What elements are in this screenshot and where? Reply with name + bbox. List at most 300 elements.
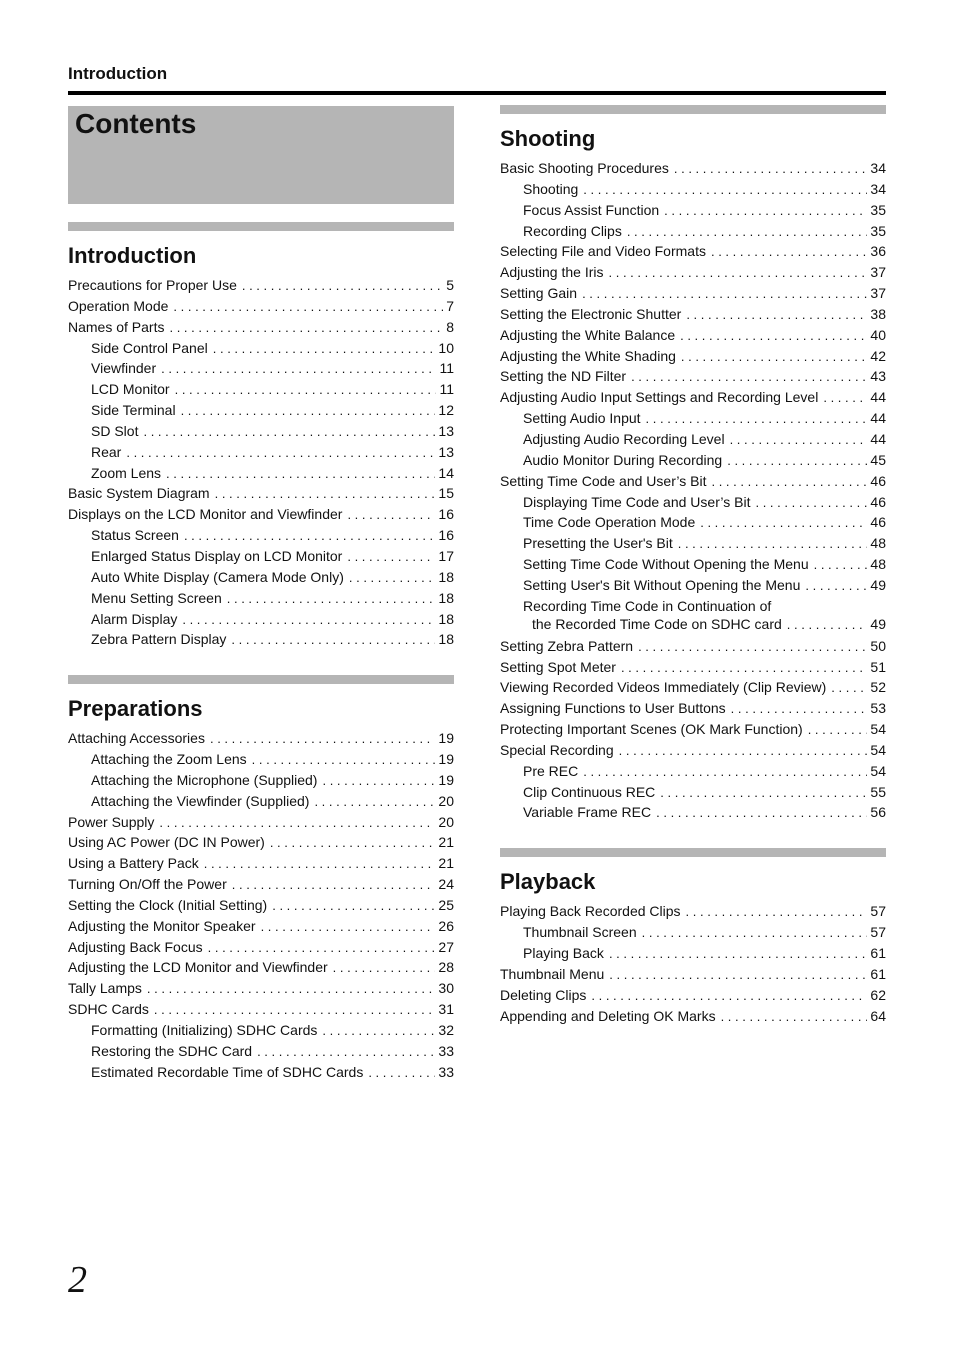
toc-entry-label: Attaching the Microphone (Supplied) [91,771,318,788]
toc-entry-label: Menu Setting Screen [91,589,222,606]
toc-entry-label: Zoom Lens [91,464,162,481]
toc-entry-page: 54 [870,721,886,738]
toc-entry-page: 13 [438,422,454,439]
toc-entry-label: Names of Parts [68,318,165,335]
toc-entry[interactable] [68,609,454,630]
toc-entry[interactable] [500,512,886,533]
dot-leader [731,699,868,720]
toc-entry-page: 37 [870,285,886,302]
dot-leader [674,159,868,180]
toc-entry[interactable] [68,567,454,588]
toc-entry-page: 17 [438,547,454,564]
toc-entry-page: 46 [870,472,886,489]
toc-entry[interactable] [500,554,886,575]
toc-entry-label: Clip Continuous REC [523,783,656,800]
toc-entry-label: SD Slot [91,422,139,439]
dot-leader [721,1007,868,1028]
toc-entry-page: 24 [438,876,454,893]
toc-entry-page: 44 [870,410,886,427]
toc-entry-label: Special Recording [500,741,614,758]
dot-leader [831,678,867,699]
toc-entry-page: 21 [438,855,454,872]
toc-entry[interactable] [500,901,886,922]
toc-entry-page: 32 [438,1022,454,1038]
dot-leader [823,388,867,409]
toc-entry[interactable] [68,504,454,525]
toc-entry-label: Playing Back Recorded Clips [500,903,681,920]
toc-entry-page: 7 [446,297,454,314]
toc-entry[interactable] [500,802,886,823]
toc-entry[interactable] [500,450,886,471]
toc-list [68,275,454,650]
toc-entry-label: Thumbnail Menu [500,965,605,982]
dot-leader [711,242,867,263]
section-shooting [500,105,886,823]
toc-entry[interactable] [500,283,886,304]
toc-entry-label: Setting Time Code Without Opening the Menu [523,556,809,573]
toc-entry-label: Adjusting the White Balance [500,326,676,343]
toc-entry[interactable] [500,985,886,1006]
toc-entry-label: Restoring the SDHC Card [91,1042,253,1059]
section-bar [500,105,886,114]
toc-entry-label: Setting Audio Input [523,410,641,427]
toc-entry-label: Deleting Clips [500,986,587,1003]
toc-entry-page: 40 [870,326,886,343]
toc-entry-page: 38 [870,305,886,322]
toc-entry-page: 43 [870,368,886,385]
dot-leader [182,610,435,631]
dot-leader [213,339,436,360]
toc-entry-label: Attaching the Zoom Lens [91,751,247,768]
toc-entry-label: Side Terminal [91,402,176,419]
toc-entry-label: Adjusting Audio Recording Level [523,430,725,447]
section-playback [500,848,886,1026]
toc-entry-label: Adjusting Audio Input Settings and Recording Level [500,389,819,406]
toc-entry-page: 37 [870,264,886,281]
toc-entry-page: 57 [870,903,886,920]
toc-entry-label: Power Supply [68,813,155,830]
toc-entry-page: 54 [870,741,886,758]
toc-entry-page: 55 [870,783,886,800]
toc-entry[interactable] [68,999,454,1020]
toc-entry-page: 28 [438,959,454,976]
dot-leader [368,1063,435,1084]
dot-leader [314,792,435,813]
dot-leader [609,944,867,965]
toc-entry[interactable] [68,1020,454,1041]
toc-entry-label: Setting Time Code and User’s Bit [500,472,707,489]
toc-entry[interactable] [68,338,454,359]
dot-leader [261,917,436,938]
toc-entry-page: 18 [438,631,454,648]
toc-list [500,901,886,1026]
dot-leader [678,534,868,555]
toc-entry[interactable] [68,916,454,937]
toc-entry[interactable] [68,400,454,421]
toc-entry-label: Rear [91,443,122,460]
dot-leader [609,965,867,986]
toc-entry[interactable] [68,1041,454,1062]
toc-entry-label: Tally Lamps [68,980,142,997]
toc-entry-page: 48 [870,535,886,552]
section-preparations [68,675,454,1082]
toc-entry[interactable] [500,636,886,657]
dot-leader [252,750,436,771]
header-rule [68,91,886,95]
toc-entry[interactable] [500,200,886,221]
toc-entry-label-continued: the Recorded Time Code on SDHC card [532,615,782,632]
toc-entry[interactable] [68,296,454,317]
toc-entry[interactable] [500,657,886,678]
right-column [500,105,886,1026]
toc-entry-label: Auto White Display (Camera Mode Only) [91,568,344,585]
dot-leader [242,276,443,297]
dot-leader [175,380,437,401]
toc-entry-page: 64 [870,1007,886,1024]
toc-entry-label: Adjusting the LCD Monitor and Viewfinder [68,959,328,976]
toc-entry-label: Adjusting the Monitor Speaker [68,917,256,934]
toc-entry-label: Pre REC [523,762,579,779]
toc-entry[interactable] [68,728,454,749]
toc-entry-label: Setting Zebra Pattern [500,637,634,654]
section-bar [500,848,886,857]
toc-entry-page: 61 [870,945,886,961]
dot-leader [215,484,436,505]
toc-entry[interactable] [68,275,454,296]
toc-entry[interactable] [500,408,886,429]
toc-entry-label: Basic Shooting Procedures [500,160,669,176]
toc-entry-page: 20 [438,792,454,809]
toc-entry[interactable] [500,366,886,387]
toc-entry-label: Side Control Panel [91,339,208,356]
toc-entry-label: Adjusting the Iris [500,264,604,281]
dot-leader [181,401,436,422]
page-number: 2 [68,1259,87,1301]
toc-entry-label: Selecting File and Video Formats [500,243,706,260]
dot-leader [154,1000,436,1021]
toc-entry-page: 57 [870,924,886,941]
toc-entry[interactable] [500,740,886,761]
dot-leader [660,783,867,804]
dot-leader [727,451,867,472]
toc-entry-page: 33 [438,1063,454,1080]
dot-leader [166,464,435,485]
toc-entry-page: 46 [870,514,886,531]
dot-leader [814,555,868,576]
toc-entry-page: 18 [438,589,454,606]
dot-leader [232,875,436,896]
toc-entry-page: 36 [870,243,886,260]
toc-entry-label: Shooting [523,180,579,197]
toc-entry-page: 19 [438,751,454,768]
toc-entry-page: 13 [438,443,454,460]
dot-leader [126,443,435,464]
toc-entry[interactable] [68,317,454,338]
toc-entry-label: Setting Spot Meter [500,658,616,675]
header-title: Introduction [68,64,168,83]
toc-entry[interactable] [500,492,886,513]
toc-entry[interactable] [500,221,886,242]
toc-entry[interactable] [500,387,886,408]
toc-entry-label: Thumbnail Screen [523,924,637,941]
toc-entry[interactable] [500,241,886,262]
toc-entry-page: 34 [870,180,886,197]
toc-entry[interactable] [500,575,886,596]
dot-leader [322,771,435,792]
section-title: Preparations [68,696,203,722]
toc-entry-label: Turning On/Off the Power [68,876,227,893]
toc-entry[interactable] [500,346,886,367]
toc-entry-label: Variable Frame REC [523,804,652,821]
toc-entry[interactable] [68,791,454,812]
toc-entry-page: 10 [438,339,454,356]
toc-entry-label: Setting the Clock (Initial Setting) [68,896,268,913]
toc-entry[interactable] [68,978,454,999]
toc-entry-page: 44 [870,389,886,406]
dot-leader [210,729,435,750]
dot-leader [686,305,867,326]
toc-list [68,728,454,1082]
toc-entry-page: 61 [870,965,886,982]
toc-entry-label: Adjusting Back Focus [68,938,203,955]
toc-entry-label: Audio Monitor During Recording [523,451,723,468]
toc-entry-page: 44 [870,430,886,447]
toc-entry-label: Status Screen [91,527,179,544]
toc-entry-page: 56 [870,804,886,821]
toc-entry[interactable] [500,596,886,636]
toc-entry-page: 51 [870,658,886,675]
toc-entry[interactable] [500,922,886,943]
dot-leader [627,222,868,243]
toc-entry[interactable] [500,179,886,200]
left-column [68,222,454,1083]
dot-leader [621,658,867,679]
toc-entry-page: 5 [446,277,454,293]
toc-entry-page: 49 [870,576,886,593]
toc-entry-page: 35 [870,222,886,239]
toc-entry-page: 50 [870,637,886,654]
toc-entry-page: 14 [438,464,454,481]
toc-entry-page: 35 [870,201,886,218]
section-bar [68,222,454,231]
toc-entry-page: 42 [870,347,886,364]
toc-entry[interactable] [500,719,886,740]
dot-leader [204,854,436,875]
contents-banner [68,106,454,204]
toc-entry-label: Estimated Recordable Time of SDHC Cards [91,1063,364,1080]
dot-leader [591,986,867,1007]
dot-leader [664,201,867,222]
toc-entry-page: 30 [438,980,454,997]
toc-entry[interactable] [500,677,886,698]
dot-leader [231,630,435,651]
toc-entry-page: 31 [438,1001,454,1018]
dot-leader [700,513,867,534]
toc-entry[interactable] [68,832,454,853]
toc-entry[interactable] [68,421,454,442]
toc-entry-page: 19 [438,771,454,788]
toc-entry-page: 33 [438,1042,454,1059]
dot-leader [681,347,868,368]
toc-entry-label: Displays on the LCD Monitor and Viewfinder [68,506,343,523]
toc-entry-label: Alarm Display [91,610,178,627]
toc-entry-page: 49 [870,615,886,632]
toc-entry[interactable] [500,429,886,450]
toc-entry[interactable] [68,853,454,874]
toc-entry-page: 34 [870,160,886,176]
toc-entry-label: Attaching Accessories [68,730,205,747]
contents-title: Contents [75,108,197,139]
toc-entry-page: 46 [870,493,886,510]
toc-entry-label: Setting the ND Filter [500,368,627,385]
toc-entry-page: 15 [438,485,454,502]
dot-leader [270,833,436,854]
toc-entry[interactable] [68,442,454,463]
toc-entry-page: 27 [438,938,454,955]
toc-entry-label: Appending and Deleting OK Marks [500,1007,716,1024]
toc-entry[interactable] [500,304,886,325]
toc-entry[interactable] [68,895,454,916]
toc-entry[interactable] [500,533,886,554]
toc-entry-page: 12 [438,402,454,419]
toc-entry[interactable] [500,964,886,985]
toc-entry-label: Attaching the Viewfinder (Supplied) [91,792,310,809]
toc-entry-page: 19 [438,730,454,747]
toc-entry-page: 16 [438,506,454,523]
toc-entry[interactable] [68,1062,454,1083]
toc-entry[interactable] [68,525,454,546]
toc-entry-label: Assigning Functions to User Buttons [500,700,726,717]
dot-leader [680,326,867,347]
toc-entry[interactable] [68,874,454,895]
toc-entry-page: 25 [438,896,454,913]
toc-entry[interactable] [68,957,454,978]
dot-leader [159,813,435,834]
dot-leader [143,422,435,443]
toc-entry-label: Adjusting the White Shading [500,347,676,364]
dot-leader [582,284,867,305]
toc-entry-page: 26 [438,917,454,934]
toc-entry-page: 18 [438,610,454,627]
dot-leader [583,762,867,783]
dot-leader [161,359,436,380]
toc-entry-label: Presetting the User's Bit [523,535,673,552]
toc-entry-page: 21 [438,834,454,851]
toc-entry[interactable] [68,770,454,791]
toc-entry[interactable] [68,937,454,958]
toc-entry-label: Focus Assist Function [523,201,660,218]
toc-entry[interactable] [68,546,454,567]
toc-entry-label: Displaying Time Code and User’s Bit [523,493,751,510]
toc-entry-label: Zebra Pattern Display [91,631,227,648]
dot-leader [184,526,435,547]
toc-entry-page: 20 [438,813,454,830]
toc-entry[interactable] [500,1006,886,1027]
toc-entry-page: 53 [870,700,886,717]
toc-entry-label: Playing Back [523,945,604,961]
dot-leader [208,938,436,959]
toc-entry[interactable] [500,698,886,719]
toc-list [500,158,886,823]
toc-entry-label: Setting Gain [500,285,578,302]
toc-entry[interactable] [68,749,454,770]
toc-entry[interactable] [500,158,886,179]
toc-entry[interactable] [500,262,886,283]
toc-entry-label: Viewfinder [91,360,157,377]
dot-leader [322,1021,435,1042]
toc-entry-label: Precautions for Proper Use [68,277,237,293]
dot-leader [619,741,868,762]
toc-entry-page: 11 [439,360,454,377]
toc-entry-page: 52 [870,679,886,696]
toc-entry[interactable] [68,463,454,484]
dot-leader [808,720,868,741]
section-bar [68,675,454,684]
dot-leader [609,263,868,284]
toc-entry-label: Time Code Operation Mode [523,514,696,531]
toc-entry[interactable] [68,812,454,833]
toc-entry[interactable] [500,782,886,803]
dot-leader [257,1042,435,1063]
dot-leader [631,367,867,388]
toc-entry-label: Recording Time Code in Continuation of [523,597,772,614]
toc-entry-label: Protecting Important Scenes (OK Mark Function) [500,721,803,738]
toc-entry[interactable] [68,588,454,609]
dot-leader [583,180,867,201]
dot-leader [686,902,868,923]
dot-leader [642,923,868,944]
toc-entry-label: Viewing Recorded Videos Immediately (Clip Review) [500,679,827,696]
dot-leader [272,896,435,917]
toc-entry[interactable] [68,483,454,504]
toc-entry-page: 62 [870,986,886,1003]
dot-leader [730,430,868,451]
dot-leader [169,318,443,339]
toc-entry-page: 48 [870,556,886,573]
toc-entry-label: Using AC Power (DC IN Power) [68,834,265,851]
toc-entry[interactable] [500,471,886,492]
toc-entry-page: 18 [438,568,454,585]
toc-entry-label: Basic System Diagram [68,485,210,502]
dot-leader [787,616,868,634]
toc-entry[interactable] [68,358,454,379]
toc-entry-page: 45 [870,451,886,468]
toc-entry[interactable] [500,325,886,346]
toc-entry-label: LCD Monitor [91,381,170,398]
dot-leader [227,589,436,610]
dot-leader [147,979,436,1000]
dot-leader [805,576,867,597]
section-title: Introduction [68,243,197,268]
toc-entry-label: Setting the Electronic Shutter [500,305,682,322]
toc-entry[interactable] [500,943,886,964]
toc-entry-label: Enlarged Status Display on LCD Monitor [91,547,343,564]
toc-entry-label: Setting User's Bit Without Opening the Menu [523,576,801,593]
toc-entry-label: SDHC Cards [68,1001,149,1018]
dot-leader [173,297,443,318]
toc-entry[interactable] [68,379,454,400]
dot-leader [347,505,435,526]
toc-entry[interactable] [68,629,454,650]
section-introduction [68,222,454,650]
toc-entry-label: Operation Mode [68,297,169,314]
toc-entry-label: Using a Battery Pack [68,855,199,872]
dot-leader [638,637,867,658]
dot-leader [646,409,868,430]
section-title: Shooting [500,126,596,151]
toc-entry-label: Formatting (Initializing) SDHC Cards [91,1022,318,1038]
toc-entry[interactable] [500,761,886,782]
